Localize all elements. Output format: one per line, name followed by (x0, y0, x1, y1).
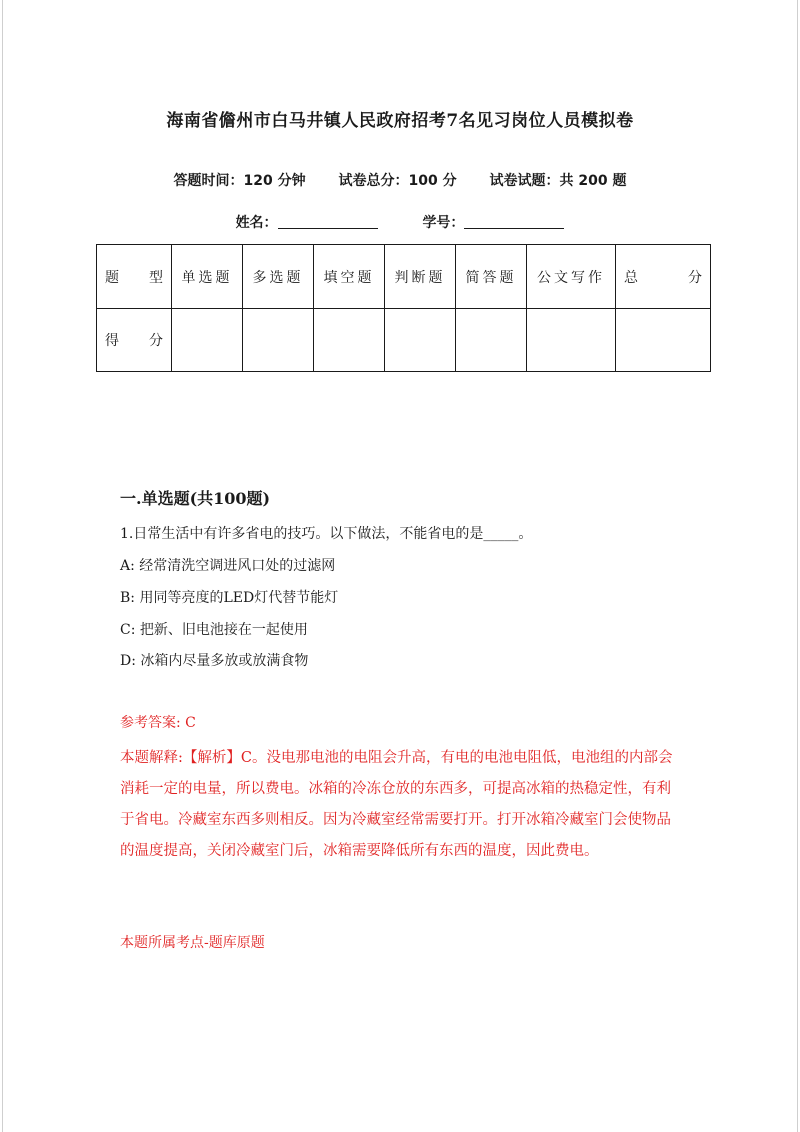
name-blank[interactable] (278, 214, 378, 229)
score-cell[interactable] (314, 309, 385, 372)
identity-fields (0, 212, 800, 232)
exam-meta (0, 170, 800, 190)
reference-answer: 参考答案: C (120, 715, 196, 731)
exam-title: 海南省儋州市白马井镇人民政府招考7名见习岗位人员模拟卷 (166, 111, 634, 131)
option-b: B: 用同等亮度的LED灯代替节能灯 (120, 590, 339, 606)
score-cell[interactable] (243, 309, 314, 372)
score-cell[interactable] (456, 309, 527, 372)
option-c: C: 把新、旧电池接在一起使用 (120, 622, 308, 638)
question-stem: 1.日常生活中有许多省电的技巧。以下做法，不能省电的是_____。 (120, 526, 533, 542)
score-table-score-row (97, 309, 711, 372)
exam-question-count: 试卷试题：共 200 题 (489, 173, 627, 189)
exam-total-score: 试卷总分：100 分 (338, 173, 457, 189)
col-short-answer: 简答题 (456, 245, 527, 309)
row-header-score: 得 分 (97, 309, 172, 372)
col-single-choice: 单选题 (172, 245, 243, 309)
score-cell[interactable] (172, 309, 243, 372)
row-header-type: 题 型 (97, 245, 172, 309)
section-title: 一.单选题(共100题) (120, 489, 271, 508)
option-a: A: 经常清洗空调进风口处的过滤网 (120, 558, 336, 574)
col-multiple-choice: 多选题 (243, 245, 314, 309)
score-cell[interactable] (385, 309, 456, 372)
name-field[interactable] (236, 212, 378, 232)
score-cell[interactable] (616, 309, 711, 372)
exam-duration: 答题时间：120 分钟 (173, 173, 306, 189)
col-fill-blank: 填空题 (314, 245, 385, 309)
col-document-writing: 公文写作 (527, 245, 616, 309)
score-table (96, 244, 711, 372)
name-label: 姓名： (235, 215, 278, 231)
answer-explanation: 本题解释:【解析】C。没电那电池的电阻会升高，有电的电池电阻低，电池组的内部会消耗一定的电量，所以费电。冰箱的冷冻仓放的东西多，可提高冰箱的热稳定性，有利于省电。冷藏室东西多则相反。因为冷藏室经常需要打开。打开冰箱冷藏室门会使物品的温度提高，关闭冷藏室门后，冰箱需要降低所有东西的温度，因此费电。 (120, 750, 673, 859)
score-table-header-row (97, 245, 711, 309)
question-source: 本题所属考点-题库原题 (120, 935, 265, 951)
col-true-false: 判断题 (385, 245, 456, 309)
student-id-field[interactable] (422, 212, 564, 232)
score-cell[interactable] (527, 309, 616, 372)
col-total: 总 分 (616, 245, 711, 309)
student-id-blank[interactable] (464, 214, 564, 229)
student-id-label: 学号： (422, 215, 465, 231)
option-d: D: 冰箱内尽量多放或放满食物 (120, 653, 309, 669)
